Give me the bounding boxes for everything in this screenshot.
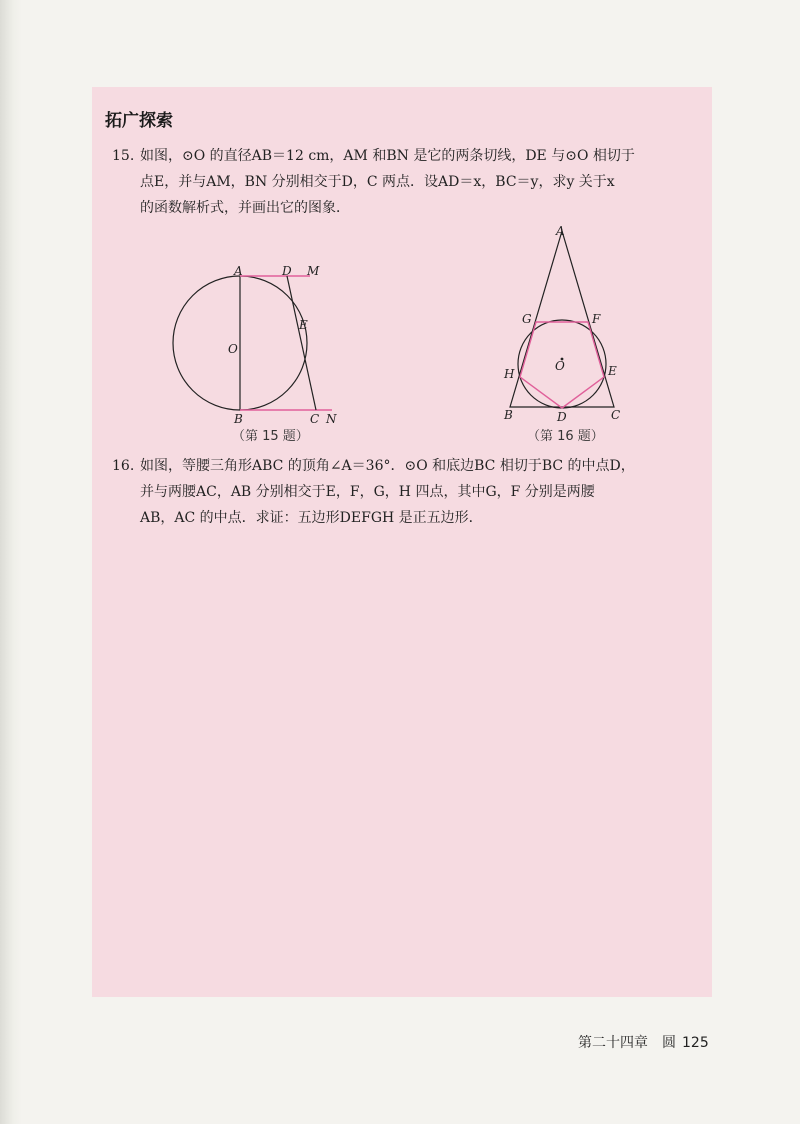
problem-15-number: 15.	[112, 148, 135, 164]
fig15-label-a: A	[234, 265, 243, 278]
problem-15-line3: 的函数解析式，并画出它的图象．	[140, 200, 350, 216]
chapter-label: 第二十四章 圆	[578, 1035, 676, 1051]
fig16-label-e: E	[608, 364, 617, 378]
figure-16	[498, 225, 633, 425]
figure-15-caption: （第 15 题）	[232, 429, 309, 444]
fig15-label-b: B	[234, 412, 243, 425]
fig15-tangent-dc	[287, 276, 316, 410]
problem-16-number: 16.	[112, 458, 135, 474]
problem-16-line1: 如图，等腰三角形ABC 的顶角∠A＝36°．⊙O 和底边BC 相切于BC 的中点D，	[140, 458, 635, 474]
figure-16-caption: （第 16 题）	[527, 429, 604, 444]
fig15-label-d: D	[282, 265, 292, 278]
fig15-label-n: N	[326, 412, 337, 425]
figure-15	[170, 265, 360, 425]
fig16-label-a: A	[556, 225, 565, 238]
page-footer	[578, 1032, 709, 1052]
fig15-label-o: O	[228, 342, 238, 356]
fig16-label-o: O	[555, 359, 565, 373]
fig16-label-g: G	[522, 312, 532, 326]
page-binding-edge	[0, 0, 22, 1124]
fig16-label-c: C	[611, 408, 621, 422]
fig16-label-f: F	[592, 312, 601, 326]
exercise-panel	[92, 87, 712, 997]
problem-15-line1: 如图，⊙O 的直径AB＝12 cm，AM 和BN 是它的两条切线，DE 与⊙O 相切于	[140, 148, 635, 164]
fig16-label-d: D	[557, 410, 567, 424]
page-number: 125	[682, 1035, 709, 1051]
fig15-label-c: C	[310, 412, 320, 425]
problem-16-line3: AB，AC 的中点．求证：五边形DEFGH 是正五边形．	[140, 510, 483, 526]
problem-15	[112, 143, 697, 221]
problem-16-line2: 并与两腰AC，AB 分别相交于E，F，G，H 四点，其中G，F 分别是两腰	[140, 484, 595, 500]
fig16-label-b: B	[504, 408, 513, 422]
section-title: 拓广探索	[105, 111, 173, 131]
problem-16	[112, 453, 697, 531]
fig15-label-e: E	[299, 318, 308, 332]
problem-15-line2: 点E，并与AM，BN 分别相交于D，C 两点．设AD＝x，BC＝y，求y 关于x	[140, 174, 615, 190]
fig16-label-h: H	[504, 367, 515, 381]
fig15-label-m: M	[307, 265, 320, 278]
